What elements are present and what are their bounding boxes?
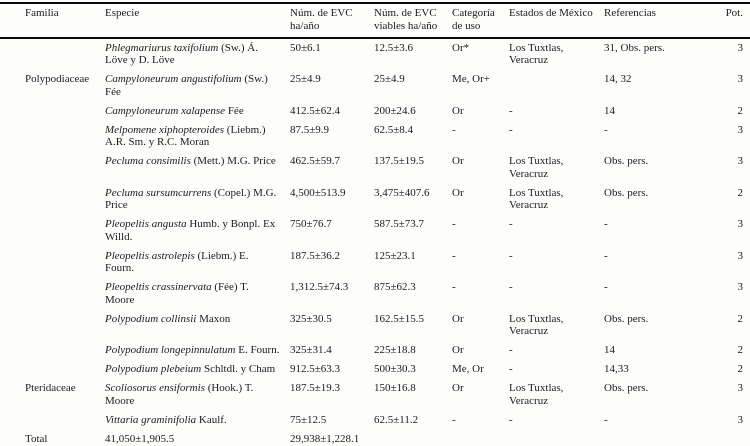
- total-evc-viables: 29,938±1,228.1: [290, 432, 360, 445]
- table-row: [0, 216, 750, 248]
- cell-pot: 2: [737, 186, 743, 199]
- cell-evc: 912.5±63.3: [290, 363, 341, 375]
- cell-estados: -: [509, 123, 513, 136]
- cell-especie: [105, 121, 290, 153]
- cell-pot: 3: [737, 249, 743, 262]
- col-header-evc: Núm. de EVC ha/año: [290, 3, 374, 38]
- cell-familia: Polypodiaceae: [25, 73, 90, 85]
- cell-familia: [0, 38, 105, 71]
- col-header-evc-viables: Núm. de EVC viables ha/año: [374, 3, 452, 38]
- cell-categoria: -: [452, 281, 456, 293]
- species-author: (Sw.) Fée: [105, 73, 268, 98]
- cell-familia: [0, 361, 105, 380]
- species-author: (Liebm.) A.R. Sm. y R.C. Moran: [105, 123, 266, 148]
- cell-estados: Los Tuxtlas, Veracruz: [509, 41, 564, 66]
- cell-pot: 2: [737, 312, 743, 325]
- species-name: Melpomene xiphopteroides: [105, 123, 225, 136]
- species-name: Pleopeltis astrolepis: [105, 249, 195, 262]
- total-row: [0, 430, 750, 446]
- cell-especie: [105, 279, 290, 311]
- species-author: (Copel.) M.G. Price: [105, 186, 277, 211]
- cell-especie: [105, 310, 290, 342]
- species-author: Kaulf.: [198, 413, 227, 426]
- species-name: Campyloneurum angustifolium: [105, 73, 242, 85]
- species-name: Pecluma consimilis: [105, 155, 191, 167]
- cell-evc-viables: 150±16.8: [374, 382, 416, 394]
- cell-pot: 3: [737, 382, 743, 394]
- table-row: [0, 247, 750, 279]
- species-name: Campyloneurum xalapense: [105, 104, 226, 117]
- cell-familia: [0, 310, 105, 342]
- cell-evc-viables: 225±18.8: [374, 344, 416, 356]
- cell-categoria: -: [452, 249, 456, 262]
- cell-evc: 25±4.9: [290, 73, 321, 85]
- total-label: Total: [25, 432, 48, 445]
- col-header-especie: Especie: [105, 3, 290, 38]
- cell-referencias: Obs. pers.: [604, 382, 649, 394]
- cell-pot: 2: [737, 344, 743, 356]
- cell-evc-viables: 162.5±15.5: [374, 312, 425, 325]
- cell-categoria: Or: [452, 104, 464, 117]
- table-row: [0, 102, 750, 121]
- species-name: Pleopeltis crassinervata: [105, 281, 212, 293]
- cell-categoria: Or: [452, 186, 464, 199]
- cell-categoria: Or*: [452, 41, 470, 54]
- table-row: [0, 153, 750, 185]
- total-evc: 41,050±1,905.5: [105, 432, 175, 445]
- cell-evc: 750±76.7: [290, 218, 332, 230]
- cell-familia: [0, 184, 105, 216]
- cell-categoria: Me, Or: [452, 363, 484, 375]
- cell-especie: [105, 184, 290, 216]
- cell-categoria: -: [452, 413, 456, 426]
- cell-evc-viables: 200±24.6: [374, 104, 416, 117]
- cell-referencias: -: [604, 218, 608, 230]
- species-name: Pleopeltis angusta: [105, 218, 187, 230]
- cell-evc-viables: 587.5±73.7: [374, 218, 425, 230]
- col-header-estados: Estados de México: [509, 3, 604, 38]
- cell-evc: 75±12.5: [290, 413, 327, 426]
- table-row: [0, 71, 750, 103]
- cell-pot: 3: [737, 218, 743, 230]
- cell-evc-viables: 3,475±407.6: [374, 186, 430, 199]
- cell-especie: [105, 71, 290, 103]
- cell-referencias: 31, Obs. pers.: [604, 41, 665, 54]
- species-author: Schltdl. y Cham: [203, 363, 276, 375]
- species-table: [0, 2, 750, 446]
- cell-estados: Los Tuxtlas, Veracruz: [509, 186, 564, 211]
- cell-pot: 3: [737, 41, 743, 54]
- cell-pot: 2: [737, 363, 743, 375]
- header-row: [0, 3, 750, 38]
- species-name: Phlegmariurus taxifolium: [105, 41, 219, 54]
- cell-familia: [0, 342, 105, 361]
- cell-pot: 2: [737, 104, 743, 117]
- cell-referencias: 14, 32: [604, 73, 632, 85]
- cell-especie: [105, 411, 290, 430]
- cell-familia: [0, 153, 105, 185]
- cell-estados: Los Tuxtlas, Veracruz: [509, 312, 564, 337]
- cell-familia: [0, 279, 105, 311]
- cell-categoria: Or: [452, 155, 464, 167]
- table-row: [0, 310, 750, 342]
- table-row: [0, 361, 750, 380]
- species-name: Polypodium plebeium: [105, 363, 202, 375]
- cell-evc-viables: 875±62.3: [374, 281, 416, 293]
- cell-evc: 50±6.1: [290, 41, 321, 54]
- cell-evc-viables: 62.5±11.2: [374, 413, 419, 426]
- table-row: [0, 411, 750, 430]
- species-name: Scoliosorus ensiformis: [105, 382, 205, 394]
- cell-evc-viables: 12.5±3.6: [374, 41, 414, 54]
- cell-estados: Los Tuxtlas, Veracruz: [509, 155, 564, 180]
- cell-categoria: Or: [452, 382, 464, 394]
- cell-referencias: -: [604, 281, 608, 293]
- cell-evc: 187.5±36.2: [290, 249, 341, 262]
- cell-evc: 87.5±9.9: [290, 123, 330, 136]
- cell-referencias: Obs. pers.: [604, 186, 649, 199]
- cell-evc-viables: 25±4.9: [374, 73, 405, 85]
- cell-especie: [105, 361, 290, 380]
- cell-pot: 3: [737, 123, 743, 136]
- cell-referencias: -: [604, 123, 608, 136]
- species-author: Fée: [227, 104, 244, 117]
- table-row: [0, 121, 750, 153]
- species-author: (Fée) T. Moore: [105, 281, 249, 306]
- col-header-familia: Familia: [0, 3, 105, 38]
- cell-familia: [0, 216, 105, 248]
- col-header-referencias: Referencias: [604, 3, 717, 38]
- cell-evc: 412.5±62.4: [290, 104, 341, 117]
- cell-familia: [0, 121, 105, 153]
- table-row: [0, 279, 750, 311]
- cell-especie: [105, 247, 290, 279]
- cell-categoria: -: [452, 218, 456, 230]
- cell-estados: [509, 71, 604, 103]
- cell-especie: [105, 102, 290, 121]
- species-author: (Liebm.) E. Fourn.: [105, 249, 249, 274]
- table-row: [0, 342, 750, 361]
- cell-pot: 3: [737, 73, 743, 85]
- cell-especie: [105, 380, 290, 412]
- species-author: (Mett.) M.G. Price: [193, 155, 276, 167]
- col-header-pot: Pot.: [717, 3, 750, 38]
- species-author: (Hook.) T. Moore: [105, 382, 254, 407]
- cell-familia: [0, 102, 105, 121]
- cell-evc-viables: 500±30.3: [374, 363, 416, 375]
- cell-estados: -: [509, 281, 513, 293]
- species-author: (Sw.) Á. Löve y D. Löve: [105, 41, 258, 66]
- cell-referencias: Obs. pers.: [604, 312, 649, 325]
- table-row: [0, 38, 750, 71]
- cell-estados: -: [509, 344, 513, 356]
- cell-referencias: -: [604, 249, 608, 262]
- species-author: Humb. y Bonpl. Ex Willd.: [105, 218, 276, 243]
- cell-evc: 1,312.5±74.3: [290, 281, 349, 293]
- col-header-categoria: Categoría de uso: [452, 3, 509, 38]
- cell-categoria: Me, Or+: [452, 73, 490, 85]
- table-row: [0, 184, 750, 216]
- species-author: E. Fourn.: [238, 344, 280, 356]
- table-row: [0, 380, 750, 412]
- cell-evc-viables: 62.5±8.4: [374, 123, 414, 136]
- cell-evc: 187.5±19.3: [290, 382, 341, 394]
- cell-referencias: Obs. pers.: [604, 155, 649, 167]
- species-name: Polypodium longepinnulatum: [105, 344, 236, 356]
- species-author: Maxon: [199, 312, 231, 325]
- species-name: Pecluma sursumcurrens: [105, 186, 212, 199]
- species-name: Polypodium collinsii: [105, 312, 197, 325]
- cell-evc: 4,500±513.9: [290, 186, 346, 199]
- cell-evc-viables: 125±23.1: [374, 249, 416, 262]
- cell-categoria: -: [452, 123, 456, 136]
- cell-evc-viables: 137.5±19.5: [374, 155, 425, 167]
- cell-especie: [105, 38, 290, 71]
- cell-referencias: 14: [604, 104, 615, 117]
- cell-referencias: 14: [604, 344, 615, 356]
- cell-estados: -: [509, 413, 513, 426]
- cell-evc: 462.5±59.7: [290, 155, 341, 167]
- cell-especie: [105, 153, 290, 185]
- cell-categoria: Or: [452, 312, 464, 325]
- cell-especie: [105, 342, 290, 361]
- cell-familia: [0, 411, 105, 430]
- cell-familia: [0, 247, 105, 279]
- cell-estados: -: [509, 104, 513, 117]
- cell-evc: 325±30.5: [290, 312, 332, 325]
- cell-especie: [105, 216, 290, 248]
- cell-estados: -: [509, 363, 513, 375]
- cell-estados: Los Tuxtlas, Veracruz: [509, 382, 564, 407]
- cell-estados: -: [509, 249, 513, 262]
- species-name: Vittaria graminifolia: [105, 413, 197, 426]
- cell-referencias: 14,33: [604, 363, 629, 375]
- cell-evc: 325±31.4: [290, 344, 332, 356]
- cell-pot: 3: [737, 155, 743, 167]
- cell-pot: 3: [737, 281, 743, 293]
- cell-familia: Pteridaceae: [25, 382, 76, 394]
- cell-categoria: Or: [452, 344, 464, 356]
- cell-pot: 3: [737, 413, 743, 426]
- cell-estados: -: [509, 218, 513, 230]
- cell-referencias: -: [604, 413, 608, 426]
